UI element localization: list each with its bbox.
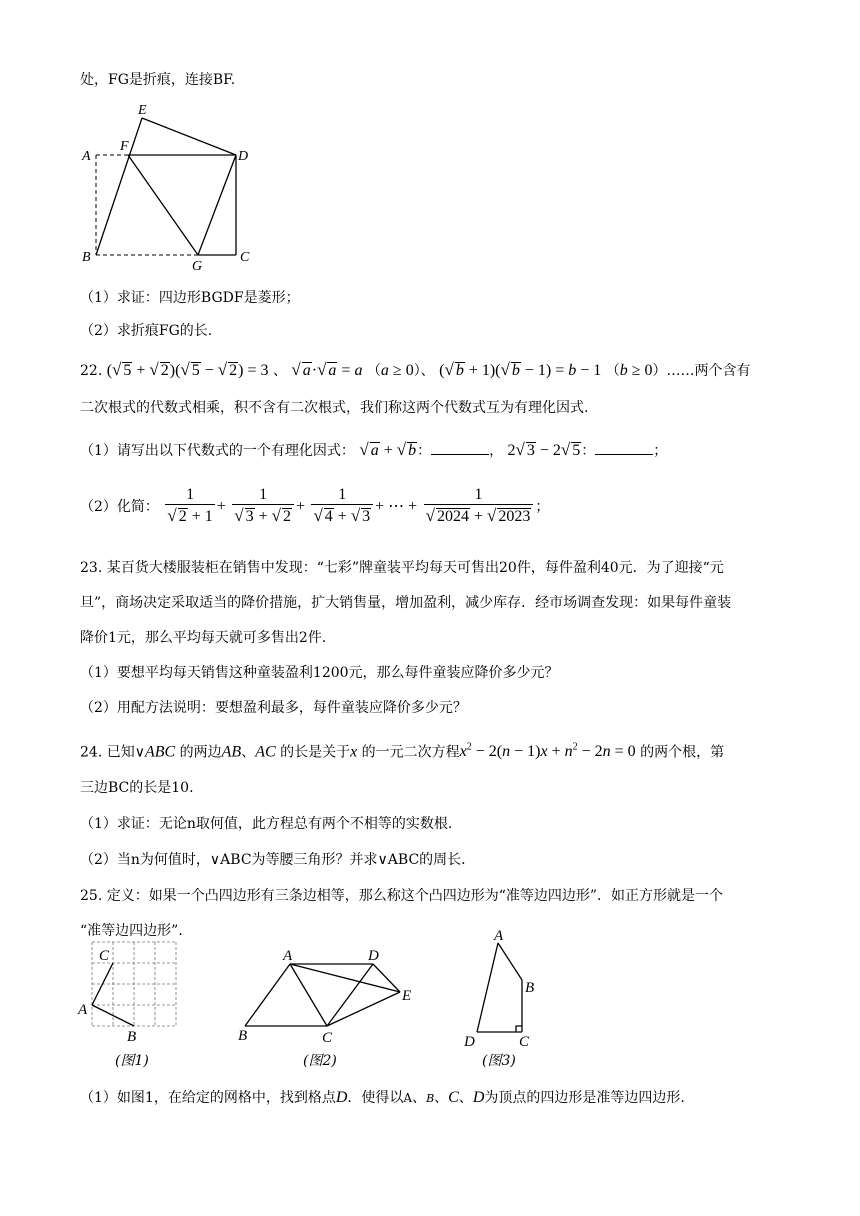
fig2-label-D: D bbox=[368, 948, 379, 964]
fig1-label-C: C bbox=[99, 948, 110, 964]
fig3-caption: (图3) bbox=[482, 1053, 516, 1069]
q22-part2-prefix: （2）化简： bbox=[80, 499, 159, 515]
q24-part1: （1）求证：无论n取何值，此方程总有两个不相等的实数根. bbox=[80, 816, 453, 832]
q22-part1: （1）请写出以下代数式的一个有理化因式： √ a + √ b： ， 2√ 3 − 2√ 5： ； bbox=[80, 440, 668, 459]
fig2-caption: (图2) bbox=[303, 1053, 337, 1069]
fig3-label-D: D bbox=[464, 1034, 475, 1050]
fig2-label-E: E bbox=[402, 988, 412, 1004]
fig1-label-B: B bbox=[127, 1029, 137, 1045]
fig3-diagram bbox=[460, 925, 560, 1075]
fig3-label-A: A bbox=[494, 928, 504, 944]
q22-line2: 二次根式的代数式相乘，积不含有二次根式，我们称这两个代数式互为有理化因式. bbox=[80, 400, 589, 416]
fig2-label-B: B bbox=[238, 1028, 248, 1044]
q21-part2: （2）求折痕FG的长. bbox=[80, 323, 213, 339]
q24-line1-b: 的两边 bbox=[179, 744, 222, 761]
fig2-diagram bbox=[230, 942, 430, 1075]
q25-part1-b: ．使得以 bbox=[347, 1090, 404, 1106]
q22-part1-prefix: （1）请写出以下代数式的一个有理化因式： bbox=[80, 443, 355, 459]
fig1-label-A: A bbox=[78, 1002, 88, 1018]
q22-blank-1[interactable] bbox=[431, 440, 489, 455]
q23-part1: （1）要想平均每天销售这种童装盈利1200元，那么每件童装应降价多少元？ bbox=[80, 665, 559, 681]
q22-part2: （2）化简： $\frac{1}{√ 2 + 1}$ + $\frac{1}{√ 3 + √ 2}$ + $\frac{1}{√ 4 + √ 3}$ + ⋯ + $\frac{1}{√ 2024 + √ 2023}$ ； bbox=[80, 486, 550, 525]
fig21-label-F: F bbox=[120, 139, 129, 154]
q22-number: 22. bbox=[80, 363, 103, 379]
q22-line1: 22. (√ 5 + √ 2)(√ 5 − √ 2) = 3 、 √ a·√ a = a （a ≥ 0）、 (√ b + 1)(√ b − 1) = b − 1 （b ≥ 0）……两个含有 bbox=[80, 360, 751, 379]
q23-line2: 旦”，商场决定采取适当的降价措施，扩大销售量，增加盈利，减少库存．经市场调查发现：如果每件童装 bbox=[80, 595, 732, 611]
fig1-caption: (图1) bbox=[115, 1053, 149, 1069]
fig21-label-D: D bbox=[238, 149, 249, 164]
q24-line1: 24. 已知∨ABC 的两边AB、AC 的长是关于x 的一元二次方程$x^2 - 2(n - 1)x + n^2 - 2n = 0$ 的两个根，第 bbox=[80, 742, 725, 761]
q25-line2: “准等边四边形”． bbox=[80, 923, 193, 939]
q21-part1: （1）求证：四边形BGDF是菱形； bbox=[80, 290, 300, 306]
q24-line1-c: 的长是关于 bbox=[280, 744, 351, 761]
fig21-label-C: C bbox=[240, 250, 250, 265]
q24-line1-e: 的两个根，第 bbox=[640, 744, 725, 761]
q22-line1-tail: ……两个含有 bbox=[666, 363, 751, 379]
q25-line1: 25. 定义：如果一个凸四边形有三条边相等，那么称这个凸四边形为“准等边四边形”．如正方形就是一个 bbox=[80, 888, 724, 904]
fig2-label-C: C bbox=[322, 1030, 333, 1046]
fig21-label-E: E bbox=[138, 103, 147, 118]
fig1-grid bbox=[70, 930, 220, 1075]
q23-part2: （2）用配方法说明：要想盈利最多，每件童装应降价多少元？ bbox=[80, 700, 467, 716]
q23-line3: 降价1元，那么平均每天就可多售出2件． bbox=[80, 630, 336, 646]
fig21-label-B: B bbox=[82, 250, 91, 265]
q24-line1-a: 24. 已知∨ bbox=[80, 744, 145, 761]
q24-line1-d: 的一元二次方程 bbox=[361, 744, 460, 761]
fig3-label-B: B bbox=[525, 980, 535, 996]
q25-part1: （1）如图1，在给定的网格中，找到格点D．使得以A、B、C、D为顶点的四边形是准等边四边形. bbox=[80, 1089, 685, 1106]
fig2-label-A: A bbox=[283, 948, 293, 964]
q22-blank-2[interactable] bbox=[595, 440, 653, 455]
fig21-label-G: G bbox=[192, 259, 203, 270]
q25-part1-a: （1）如图1，在给定的网格中，找到格点 bbox=[80, 1090, 336, 1106]
q24-part2: （2）当n为何值时，∨ABC为等腰三角形？并求∨ABC的周长. bbox=[80, 852, 466, 868]
intro-tail: 处，FG是折痕，连接BF. bbox=[80, 72, 236, 88]
fig3-label-C: C bbox=[519, 1034, 530, 1050]
fig21-label-A: A bbox=[82, 149, 91, 164]
fig21-rectangle-fold bbox=[78, 100, 258, 270]
q23-line1: 23. 某百货大楼服装柜在销售中发现：“七彩”牌童装平均每天可售出20件，每件盈利40元．为了迎接“元 bbox=[80, 560, 724, 576]
q24-line2: 三边BC的长是10. bbox=[80, 780, 194, 796]
q25-part1-c: 为顶点的四边形是准等边四边形. bbox=[484, 1090, 685, 1106]
